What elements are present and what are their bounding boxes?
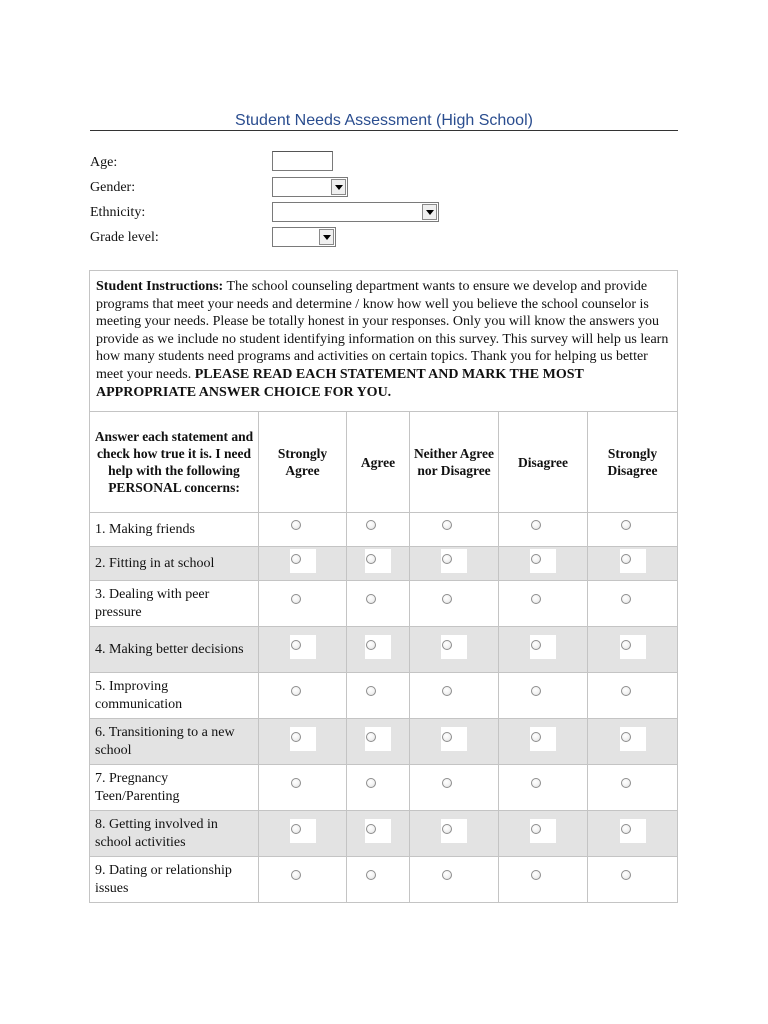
answer-cell <box>259 811 347 857</box>
radio-wrapper <box>441 635 467 659</box>
statement-label: 7. Pregnancy Teen/Parenting <box>90 765 259 811</box>
radio-wrapper <box>530 515 556 539</box>
radio-wrapper <box>290 865 316 889</box>
answer-cell <box>347 627 410 673</box>
answer-cell <box>499 513 588 547</box>
answer-radio[interactable] <box>366 554 376 564</box>
radio-wrapper <box>530 819 556 843</box>
grade-level-label: Grade level: <box>90 230 159 245</box>
radio-wrapper <box>620 819 646 843</box>
answer-cell <box>410 547 499 581</box>
answer-radio[interactable] <box>442 778 452 788</box>
answer-radio[interactable] <box>531 520 541 530</box>
answer-cell <box>259 513 347 547</box>
radio-wrapper <box>441 865 467 889</box>
table-row <box>90 513 678 547</box>
answer-radio[interactable] <box>291 778 301 788</box>
choice-column-header: Strongly Agree <box>259 412 347 513</box>
answer-radio[interactable] <box>531 554 541 564</box>
answer-radio[interactable] <box>531 778 541 788</box>
answer-radio[interactable] <box>531 594 541 604</box>
radio-wrapper <box>530 865 556 889</box>
answer-cell <box>347 857 410 903</box>
answer-cell <box>347 513 410 547</box>
answer-radio[interactable] <box>442 594 452 604</box>
radio-wrapper <box>530 681 556 705</box>
answer-cell <box>499 719 588 765</box>
answer-cell <box>410 811 499 857</box>
choice-column-header: Neither Agree nor Disagree <box>410 412 499 513</box>
table-row <box>90 765 678 811</box>
answer-cell <box>588 581 678 627</box>
answer-cell <box>259 547 347 581</box>
answer-radio[interactable] <box>366 732 376 742</box>
radio-wrapper <box>290 515 316 539</box>
answer-radio[interactable] <box>621 870 631 880</box>
table-row <box>90 581 678 627</box>
choice-column-header: Disagree <box>499 412 588 513</box>
answer-cell <box>499 811 588 857</box>
answer-radio[interactable] <box>366 640 376 650</box>
chevron-down-icon[interactable] <box>319 229 334 245</box>
answer-cell <box>588 811 678 857</box>
answer-radio[interactable] <box>621 778 631 788</box>
table-row <box>90 627 678 673</box>
answer-cell <box>499 547 588 581</box>
answer-radio[interactable] <box>531 824 541 834</box>
answer-radio[interactable] <box>291 732 301 742</box>
answer-radio[interactable] <box>531 870 541 880</box>
answer-cell <box>410 857 499 903</box>
statement-label: 6. Transitioning to a new school <box>90 719 259 765</box>
answer-cell <box>410 765 499 811</box>
radio-wrapper <box>620 865 646 889</box>
answer-radio[interactable] <box>531 640 541 650</box>
answer-cell <box>499 857 588 903</box>
radio-wrapper <box>441 819 467 843</box>
radio-wrapper <box>620 549 646 573</box>
radio-wrapper <box>441 549 467 573</box>
answer-cell <box>588 513 678 547</box>
radio-wrapper <box>365 635 391 659</box>
ethnicity-label: Ethnicity: <box>90 205 146 220</box>
answer-radio[interactable] <box>366 594 376 604</box>
answer-cell <box>410 719 499 765</box>
answer-radio[interactable] <box>291 594 301 604</box>
answer-radio[interactable] <box>291 554 301 564</box>
answer-radio[interactable] <box>442 686 452 696</box>
answer-radio[interactable] <box>531 686 541 696</box>
answer-cell <box>588 765 678 811</box>
answer-radio[interactable] <box>291 824 301 834</box>
page-title: Student Needs Assessment (High School) <box>235 112 533 129</box>
radio-wrapper <box>620 773 646 797</box>
answer-cell <box>499 627 588 673</box>
answer-cell <box>499 673 588 719</box>
answer-cell <box>410 673 499 719</box>
answer-radio[interactable] <box>291 520 301 530</box>
radio-wrapper <box>290 681 316 705</box>
radio-wrapper <box>441 515 467 539</box>
instructions-body: The school counseling department wants to ensure we develop and provide programs that meet your needs and determine / know how well you believe the school counselor is meeting your needs. Please be totally honest in your responses. Only you will know the answers you provide as we include no student identifying information on this survey. This survey will help us learn how many students need programs and activities on certain topics. Thank you for helping us better meet your needs. <box>96 279 669 382</box>
question-column-header: Answer each statement and check how true it is. I need help with the following PERSONAL concerns: <box>90 412 259 513</box>
radio-wrapper <box>530 589 556 613</box>
instructions-lead: Student Instructions: <box>96 279 224 294</box>
answer-radio[interactable] <box>621 640 631 650</box>
answer-radio[interactable] <box>442 640 452 650</box>
answer-radio[interactable] <box>442 870 452 880</box>
instructions-emphasis: PLEASE READ EACH STATEMENT AND MARK THE MOST APPROPRIATE ANSWER CHOICE FOR YOU. <box>96 366 584 400</box>
table-row <box>90 811 678 857</box>
answer-radio[interactable] <box>442 824 452 834</box>
gender-label: Gender: <box>90 180 136 195</box>
radio-wrapper <box>365 865 391 889</box>
answer-radio[interactable] <box>621 594 631 604</box>
answer-cell <box>347 719 410 765</box>
table-row <box>90 547 678 581</box>
radio-wrapper <box>530 727 556 751</box>
radio-wrapper <box>365 589 391 613</box>
survey-rows <box>90 513 678 903</box>
radio-wrapper <box>620 681 646 705</box>
radio-wrapper <box>441 589 467 613</box>
answer-radio[interactable] <box>621 554 631 564</box>
answer-cell <box>259 765 347 811</box>
radio-wrapper <box>290 589 316 613</box>
radio-wrapper <box>290 549 316 573</box>
answer-cell <box>588 627 678 673</box>
radio-wrapper <box>530 773 556 797</box>
answer-cell <box>259 857 347 903</box>
age-input[interactable] <box>272 151 333 171</box>
answer-cell <box>347 673 410 719</box>
statement-label: 9. Dating or relationship issues <box>90 857 259 903</box>
table-row <box>90 857 678 903</box>
answer-cell <box>347 811 410 857</box>
radio-wrapper <box>365 727 391 751</box>
radio-wrapper <box>365 681 391 705</box>
radio-wrapper <box>441 773 467 797</box>
radio-wrapper <box>290 773 316 797</box>
ethnicity-select[interactable] <box>272 202 439 222</box>
radio-wrapper <box>365 549 391 573</box>
answer-cell <box>259 719 347 765</box>
answer-radio[interactable] <box>442 554 452 564</box>
answer-radio[interactable] <box>621 520 631 530</box>
radio-wrapper <box>441 727 467 751</box>
answer-cell <box>499 581 588 627</box>
table-row <box>90 719 678 765</box>
radio-wrapper <box>365 515 391 539</box>
answer-radio[interactable] <box>621 686 631 696</box>
radio-wrapper <box>620 727 646 751</box>
answer-cell <box>347 547 410 581</box>
answer-cell <box>259 673 347 719</box>
answer-cell <box>588 673 678 719</box>
radio-wrapper <box>620 589 646 613</box>
answer-cell <box>588 547 678 581</box>
answer-radio[interactable] <box>291 640 301 650</box>
answer-radio[interactable] <box>621 732 631 742</box>
table-header-row <box>90 412 678 513</box>
answer-cell <box>259 581 347 627</box>
answer-radio[interactable] <box>366 778 376 788</box>
statement-label: 2. Fitting in at school <box>90 547 259 581</box>
title-divider <box>90 130 678 131</box>
radio-wrapper <box>290 819 316 843</box>
gender-select[interactable] <box>272 177 348 197</box>
radio-wrapper <box>620 635 646 659</box>
choice-column-header: Strongly Disagree <box>588 412 678 513</box>
answer-radio[interactable] <box>531 732 541 742</box>
answer-cell <box>347 765 410 811</box>
grade-level-select[interactable] <box>272 227 336 247</box>
answer-cell <box>410 513 499 547</box>
answer-radio[interactable] <box>291 686 301 696</box>
answer-radio[interactable] <box>621 824 631 834</box>
student-instructions <box>90 271 678 412</box>
answer-cell <box>588 719 678 765</box>
answer-cell <box>410 581 499 627</box>
radio-wrapper <box>365 773 391 797</box>
answer-radio[interactable] <box>291 870 301 880</box>
answer-radio[interactable] <box>366 520 376 530</box>
answer-radio[interactable] <box>366 824 376 834</box>
answer-cell <box>588 857 678 903</box>
chevron-down-icon[interactable] <box>422 204 437 220</box>
radio-wrapper <box>365 819 391 843</box>
choice-column-header: Agree <box>347 412 410 513</box>
radio-wrapper <box>530 549 556 573</box>
age-label: Age: <box>90 155 118 170</box>
survey-table <box>89 270 678 903</box>
answer-cell <box>347 581 410 627</box>
radio-wrapper <box>290 635 316 659</box>
answer-cell <box>410 627 499 673</box>
statement-label: 5. Improving communication <box>90 673 259 719</box>
statement-label: 3. Dealing with peer pressure <box>90 581 259 627</box>
answer-radio[interactable] <box>366 870 376 880</box>
radio-wrapper <box>290 727 316 751</box>
statement-label: 1. Making friends <box>90 513 259 547</box>
answer-radio[interactable] <box>366 686 376 696</box>
answer-radio[interactable] <box>442 732 452 742</box>
radio-wrapper <box>441 681 467 705</box>
chevron-down-icon[interactable] <box>331 179 346 195</box>
table-row <box>90 673 678 719</box>
answer-cell <box>259 627 347 673</box>
answer-radio[interactable] <box>442 520 452 530</box>
answer-cell <box>499 765 588 811</box>
radio-wrapper <box>530 635 556 659</box>
statement-label: 8. Getting involved in school activities <box>90 811 259 857</box>
radio-wrapper <box>620 515 646 539</box>
statement-label: 4. Making better decisions <box>90 627 259 673</box>
